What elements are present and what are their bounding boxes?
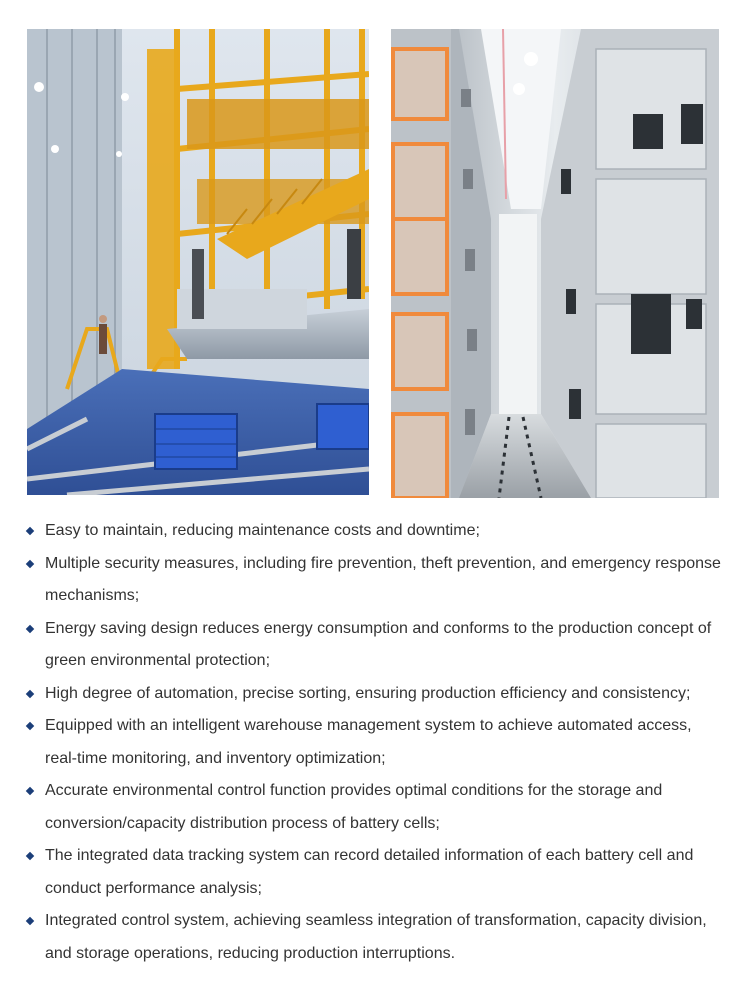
feature-item (25, 515, 725, 548)
diamond-bullet-icon (26, 689, 34, 697)
feature-item (25, 775, 725, 840)
feature-item (25, 613, 725, 678)
feature-item (25, 678, 725, 711)
feature-item (25, 548, 725, 613)
diamond-bullet-icon (26, 559, 34, 567)
feature-item (25, 710, 725, 775)
diamond-bullet-icon (26, 852, 34, 860)
feature-text: High degree of automation, precise sorting, ensuring production efficiency and consistency; (45, 684, 691, 702)
feature-text: Equipped with an intelligent warehouse management system to achieve automated access, real-time monitoring, and inventory optimization; (45, 717, 692, 767)
diamond-bullet-icon (26, 527, 34, 535)
feature-text: Integrated control system, achieving seamless integration of transformation, capacity division, and storage operations, reducing production interruptions. (45, 912, 707, 962)
diamond-bullet-icon (26, 624, 34, 632)
feature-item (25, 905, 725, 970)
feature-text: The integrated data tracking system can record detailed information of each battery cell and conduct performance analysis; (45, 847, 694, 897)
feature-list (25, 515, 725, 970)
feature-text: Accurate environmental control function provides optimal conditions for the storage and conversion/capacity distribution process of battery cells; (45, 782, 663, 832)
diamond-bullet-icon (26, 787, 34, 795)
feature-text: Easy to maintain, reducing maintenance costs and downtime; (45, 522, 480, 539)
feature-item (25, 840, 725, 905)
feature-text: Energy saving design reduces energy consumption and conforms to the production concept of green environmental protection; (45, 619, 712, 669)
diamond-bullet-icon (26, 722, 34, 730)
battery-rack-aisle-photo (391, 29, 719, 498)
feature-text: Multiple security measures, including fire prevention, theft prevention, and emergency response mechanisms; (45, 554, 721, 604)
warehouse-platform-photo (27, 29, 369, 495)
diamond-bullet-icon (26, 917, 34, 925)
